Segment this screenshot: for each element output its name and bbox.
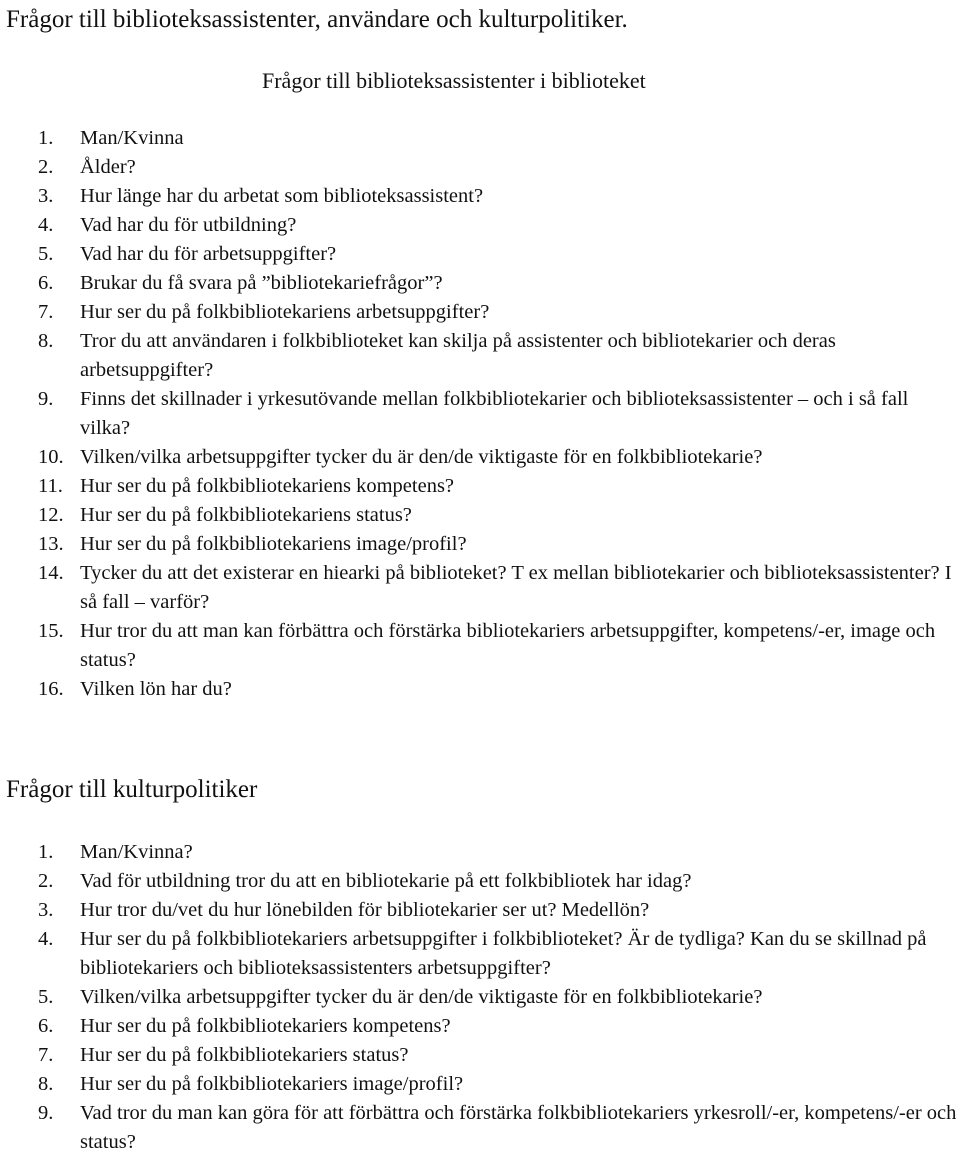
question-text: Tror du att användaren i folkbiblioteket kan skilja på assistenter och bibliotekarier och deras arbetsuppgifter? — [80, 330, 836, 381]
question-number: 4. — [38, 214, 54, 236]
question-text: Man/Kvinna — [80, 127, 184, 149]
question-number: 8. — [38, 330, 54, 352]
question-number: 2. — [38, 156, 54, 178]
question-text: Hur ser du på folkbibliotekariers status? — [80, 1044, 409, 1066]
question-number: 11. — [38, 475, 63, 497]
question-item — [38, 153, 960, 182]
question-item — [38, 124, 960, 153]
question-text: Tycker du att det existerar en hiearki på biblioteket? T ex mellan bibliotekarier och biblioteksassistenter? I så fall – varför? — [80, 562, 952, 613]
question-text: Vilken/vilka arbetsuppgifter tycker du är den/de viktigaste för en folkbibliotekarie? — [80, 986, 763, 1008]
question-number: 2. — [38, 870, 54, 892]
question-number: 15. — [38, 620, 64, 642]
question-text: Vilken lön har du? — [80, 678, 232, 700]
question-item — [38, 1070, 960, 1099]
question-number: 3. — [38, 899, 54, 921]
question-item — [38, 501, 960, 530]
question-number: 7. — [38, 301, 54, 323]
question-item — [38, 559, 960, 617]
question-number: 10. — [38, 446, 64, 468]
section1-question-list — [38, 124, 960, 704]
question-item — [38, 443, 960, 472]
question-number: 8. — [38, 1073, 54, 1095]
question-text: Vad tror du man kan göra för att förbättra och förstärka folkbibliotekariers yrkesroll/-er, kompetens/-er och status? — [80, 1102, 957, 1153]
question-item — [38, 182, 960, 211]
question-text: Hur ser du på folkbibliotekariens kompetens? — [80, 475, 455, 497]
question-text: Hur ser du på folkbibliotekariers arbetsuppgifter i folkbiblioteket? Är de tydliga? Kan du se skillnad på bibliotekariers och biblioteksassistenters arbetsuppgifter? — [80, 928, 927, 979]
question-item — [38, 269, 960, 298]
question-item — [38, 530, 960, 559]
question-number: 3. — [38, 185, 54, 207]
question-text: Hur tror du att man kan förbättra och förstärka bibliotekariers arbetsuppgifter, kompetens/-er, image och status? — [80, 620, 936, 671]
question-text: Ålder? — [80, 156, 136, 178]
question-item — [38, 298, 960, 327]
question-number: 7. — [38, 1044, 54, 1066]
document-title: Frågor till biblioteksassistenter, användare och kulturpolitiker. — [6, 6, 628, 33]
question-item — [38, 838, 960, 867]
question-item — [38, 617, 960, 675]
question-number: 6. — [38, 272, 54, 294]
question-item — [38, 1012, 960, 1041]
section2-question-list — [38, 838, 960, 1157]
question-item — [38, 1041, 960, 1070]
question-item — [38, 867, 960, 896]
question-text: Hur ser du på folkbibliotekariens image/profil? — [80, 533, 467, 555]
question-number: 5. — [38, 986, 54, 1008]
question-text: Hur ser du på folkbibliotekariens arbetsuppgifter? — [80, 301, 490, 323]
question-item — [38, 983, 960, 1012]
question-number: 6. — [38, 1015, 54, 1037]
section2-title: Frågor till kulturpolitiker — [6, 776, 258, 803]
question-number: 1. — [38, 127, 54, 149]
question-number: 1. — [38, 841, 54, 863]
question-item — [38, 211, 960, 240]
question-text: Man/Kvinna? — [80, 841, 193, 863]
question-text: Hur tror du/vet du hur lönebilden för bibliotekarier ser ut? Medellön? — [80, 899, 650, 921]
question-item — [38, 327, 960, 385]
question-item — [38, 675, 960, 704]
question-number: 16. — [38, 678, 64, 700]
section1-title: Frågor till biblioteksassistenter i biblioteket — [262, 68, 646, 93]
question-number: 4. — [38, 928, 54, 950]
question-text: Hur länge har du arbetat som biblioteksassistent? — [80, 185, 484, 207]
question-item — [38, 240, 960, 269]
question-number: 5. — [38, 243, 54, 265]
question-item — [38, 385, 960, 443]
question-item — [38, 896, 960, 925]
question-number: 14. — [38, 562, 64, 584]
question-number: 12. — [38, 504, 64, 526]
question-text: Hur ser du på folkbibliotekariers kompetens? — [80, 1015, 451, 1037]
question-item — [38, 925, 960, 983]
question-text: Hur ser du på folkbibliotekariens status? — [80, 504, 412, 526]
question-text: Hur ser du på folkbibliotekariers image/profil? — [80, 1073, 464, 1095]
question-text: Vilken/vilka arbetsuppgifter tycker du är den/de viktigaste för en folkbibliotekarie? — [80, 446, 763, 468]
question-text: Finns det skillnader i yrkesutövande mellan folkbibliotekarier och biblioteksassistenter – och i så fall vilka? — [80, 388, 909, 439]
question-text: Vad har du för arbetsuppgifter? — [80, 243, 337, 265]
question-item — [38, 1099, 960, 1157]
question-text: Brukar du få svara på ”bibliotekariefrågor”? — [80, 272, 443, 294]
question-text: Vad har du för utbildning? — [80, 214, 297, 236]
question-number: 9. — [38, 1102, 54, 1124]
question-text: Vad för utbildning tror du att en bibliotekarie på ett folkbibliotek har idag? — [80, 870, 692, 892]
question-number: 9. — [38, 388, 54, 410]
question-number: 13. — [38, 533, 64, 555]
question-item — [38, 472, 960, 501]
